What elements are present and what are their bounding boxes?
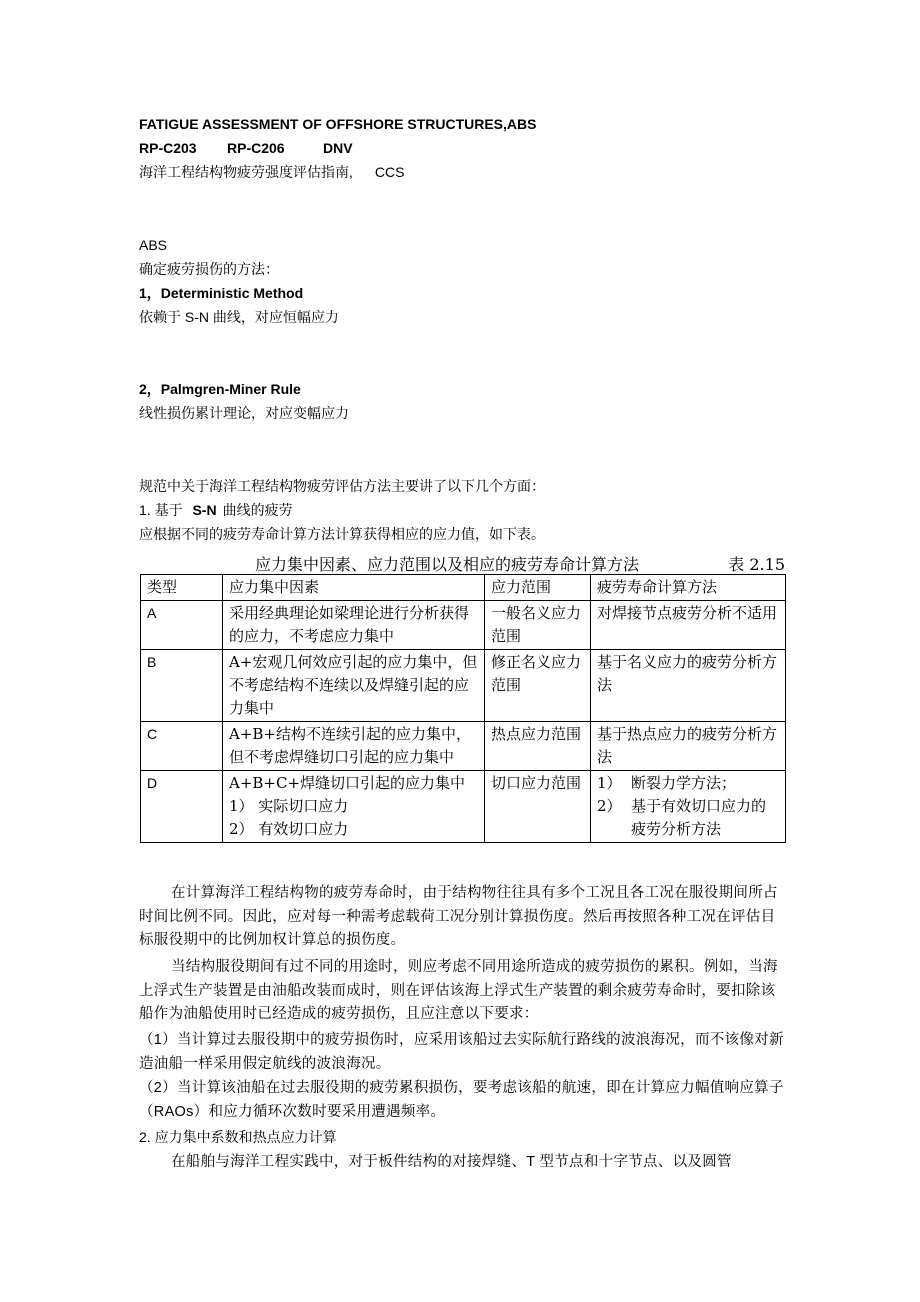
table-caption-title: 应力集中因素、应力范围以及相应的疲劳寿命计算方法 — [255, 555, 640, 574]
cell-factor: A+B+结构不连续引起的应力集中，但不考虑焊缝切口引起的应力集中 — [223, 722, 485, 771]
stress-table — [140, 574, 786, 843]
header-type: 类型 — [141, 575, 223, 601]
table-row — [141, 771, 786, 843]
table-number: 表 2.15 — [728, 555, 785, 574]
ref-rp-c206: RP-C206 — [227, 140, 285, 156]
table-caption — [140, 550, 785, 574]
cell-type: D — [141, 771, 223, 843]
method-list-num: 1） — [597, 774, 622, 792]
method2-title: 2，Palmgren-Miner Rule — [139, 381, 301, 397]
cell-factor: A+宏观几何效应引起的应力集中，但不考虑结构不连续以及焊缝引起的应力集中 — [223, 650, 485, 722]
overview-text: 规范中关于海洋工程结构物疲劳评估方法主要讲了以下几个方面： — [139, 478, 545, 494]
table-row — [141, 722, 786, 771]
table-row — [141, 650, 786, 722]
method1-desc: 依赖于 S-N 曲线，对应恒幅应力 — [139, 309, 339, 325]
section2-heading: 2. 应力集中系数和热点应力计算 — [139, 1129, 337, 1145]
guide-title: 海洋工程结构物疲劳强度评估指南, — [139, 164, 353, 180]
cell-type: B — [141, 650, 223, 722]
section1-prefix: 1. 基于 — [139, 502, 183, 518]
method2-desc: 线性损伤累计理论，对应变幅应力 — [139, 405, 349, 421]
section1-suffix: 曲线的疲劳 — [222, 502, 293, 518]
ref-dnv: DNV — [323, 140, 353, 156]
cell-range: 切口应力范围 — [485, 771, 591, 843]
method-list-text: 断裂力学方法； — [631, 774, 737, 792]
cell-method — [591, 771, 786, 843]
cell-range: 热点应力范围 — [485, 722, 591, 771]
cell-type: A — [141, 601, 223, 650]
section1-desc: 应根据不同的疲劳寿命计算方法计算获得相应的应力值，如下表。 — [139, 526, 545, 542]
header-factor: 应力集中因素 — [223, 575, 485, 601]
cell-range: 修正名义应力范围 — [485, 650, 591, 722]
guide-org: CCS — [374, 164, 405, 180]
cell-range: 一般名义应力范围 — [485, 601, 591, 650]
cell-method: 基于名义应力的疲劳分析方法 — [591, 650, 786, 722]
paragraph-usage-history: 当结构服役期间有过不同的用途时，则应考虑不同用途所造成的疲劳损伤的累积。例如，当海上浮式生产装置是由油船改装而成时，则在评估该海上浮式生产装置的剩余疲劳寿命时，要扣除该船作为油船使用时已经造成的疲劳损伤，且应注意以下要求： — [139, 959, 778, 1022]
cell-factor-item: 2） 有效切口应力 — [229, 820, 349, 838]
doc-title: FATIGUE ASSESSMENT OF OFFSHORE STRUCTURES,ABS — [139, 116, 537, 132]
cell-method: 对焊接节点疲劳分析不适用 — [591, 601, 786, 650]
header-range: 应力范围 — [485, 575, 591, 601]
header-method: 疲劳寿命计算方法 — [591, 575, 786, 601]
method1-title: 1，Deterministic Method — [139, 285, 304, 301]
method-list-item — [597, 795, 779, 841]
table-header-row — [141, 575, 786, 601]
section1-heading — [139, 500, 293, 520]
cell-factor-text: A+B+C+焊缝切口引起的应力集中 — [229, 774, 466, 792]
method-heading: 确定疲劳损伤的方法： — [139, 261, 279, 277]
method-list-text: 基于有效切口应力的疲劳分析方法 — [631, 797, 767, 838]
paragraph-load-cases: 在计算海洋工程结构物的疲劳寿命时，由于结构物往往具有多个工况且各工况在服役期间所占时间比例不同。因此，应对每一种需考虑载荷工况分别计算损伤度。然后再按照各种工况在评估目标服役期中的比例加权计算总的损伤度。 — [139, 885, 778, 948]
table-row — [141, 601, 786, 650]
abs-label: ABS — [139, 237, 168, 253]
reference-standards — [139, 138, 353, 158]
paragraph-stress-concentration: 在船舶与海洋工程实践中，对于板件结构的对接焊缝、T 型节点和十字节点、以及圆管 — [171, 1154, 732, 1170]
cell-factor: 采用经典理论如梁理论进行分析获得的应力，不考虑应力集中 — [223, 601, 485, 650]
cell-factor-item: 1） 实际切口应力 — [229, 797, 349, 815]
method-list-num: 2） — [597, 797, 622, 815]
section1-sn: S-N — [192, 502, 217, 518]
cell-factor — [223, 771, 485, 843]
guide-line — [139, 162, 404, 182]
cell-method: 基于热点应力的疲劳分析方法 — [591, 722, 786, 771]
cell-type: C — [141, 722, 223, 771]
paragraph-requirement-1: （1）当计算过去服役期中的疲劳损伤时，应采用该船过去实际航行路线的波浪海况，而不该像对新造油船一样采用假定航线的波浪海况。 — [139, 1032, 784, 1072]
paragraph-requirement-2: （2）当计算该油船在过去服役期的疲劳累积损伤，要考虑该船的航速，即在计算应力幅值响应算子（RAOs）和应力循环次数时要采用遭遇频率。 — [139, 1080, 784, 1120]
ref-rp-c203: RP-C203 — [139, 140, 197, 156]
method-list-item — [597, 772, 779, 795]
